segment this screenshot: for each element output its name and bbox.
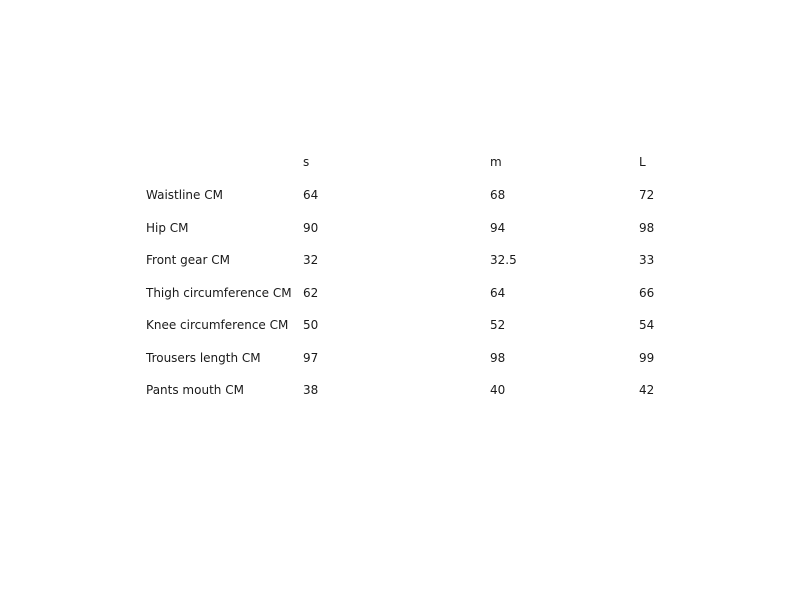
header-size-m: m <box>490 155 502 169</box>
header-row <box>0 152 810 172</box>
value-m: 68 <box>490 188 506 202</box>
value-l: 98 <box>639 221 655 235</box>
value-s: 50 <box>303 318 319 332</box>
value-m: 94 <box>490 221 506 235</box>
table-row <box>0 283 810 303</box>
measure-label: Waistline CM <box>146 188 223 202</box>
header-size-s: s <box>303 155 310 169</box>
value-l: 33 <box>639 253 655 267</box>
value-m: 40 <box>490 383 506 397</box>
value-s: 62 <box>303 286 319 300</box>
value-l: 54 <box>639 318 655 332</box>
value-m: 64 <box>490 286 506 300</box>
table-row <box>0 218 810 238</box>
value-l: 99 <box>639 351 655 365</box>
value-l: 66 <box>639 286 655 300</box>
measure-label: Thigh circumference CM <box>146 286 292 300</box>
table-row <box>0 250 810 270</box>
value-l: 72 <box>639 188 655 202</box>
value-s: 90 <box>303 221 319 235</box>
value-s: 64 <box>303 188 319 202</box>
value-m: 32.5 <box>490 253 517 267</box>
table-row <box>0 315 810 335</box>
value-l: 42 <box>639 383 655 397</box>
value-s: 38 <box>303 383 319 397</box>
measure-label: Front gear CM <box>146 253 230 267</box>
value-m: 52 <box>490 318 506 332</box>
table-row <box>0 380 810 400</box>
value-s: 32 <box>303 253 319 267</box>
measure-label: Hip CM <box>146 221 189 235</box>
table-row <box>0 185 810 205</box>
measure-label: Knee circumference CM <box>146 318 289 332</box>
value-m: 98 <box>490 351 506 365</box>
table-row <box>0 348 810 368</box>
header-size-l: L <box>639 155 646 169</box>
measure-label: Trousers length CM <box>146 351 261 365</box>
measure-label: Pants mouth CM <box>146 383 244 397</box>
value-s: 97 <box>303 351 319 365</box>
